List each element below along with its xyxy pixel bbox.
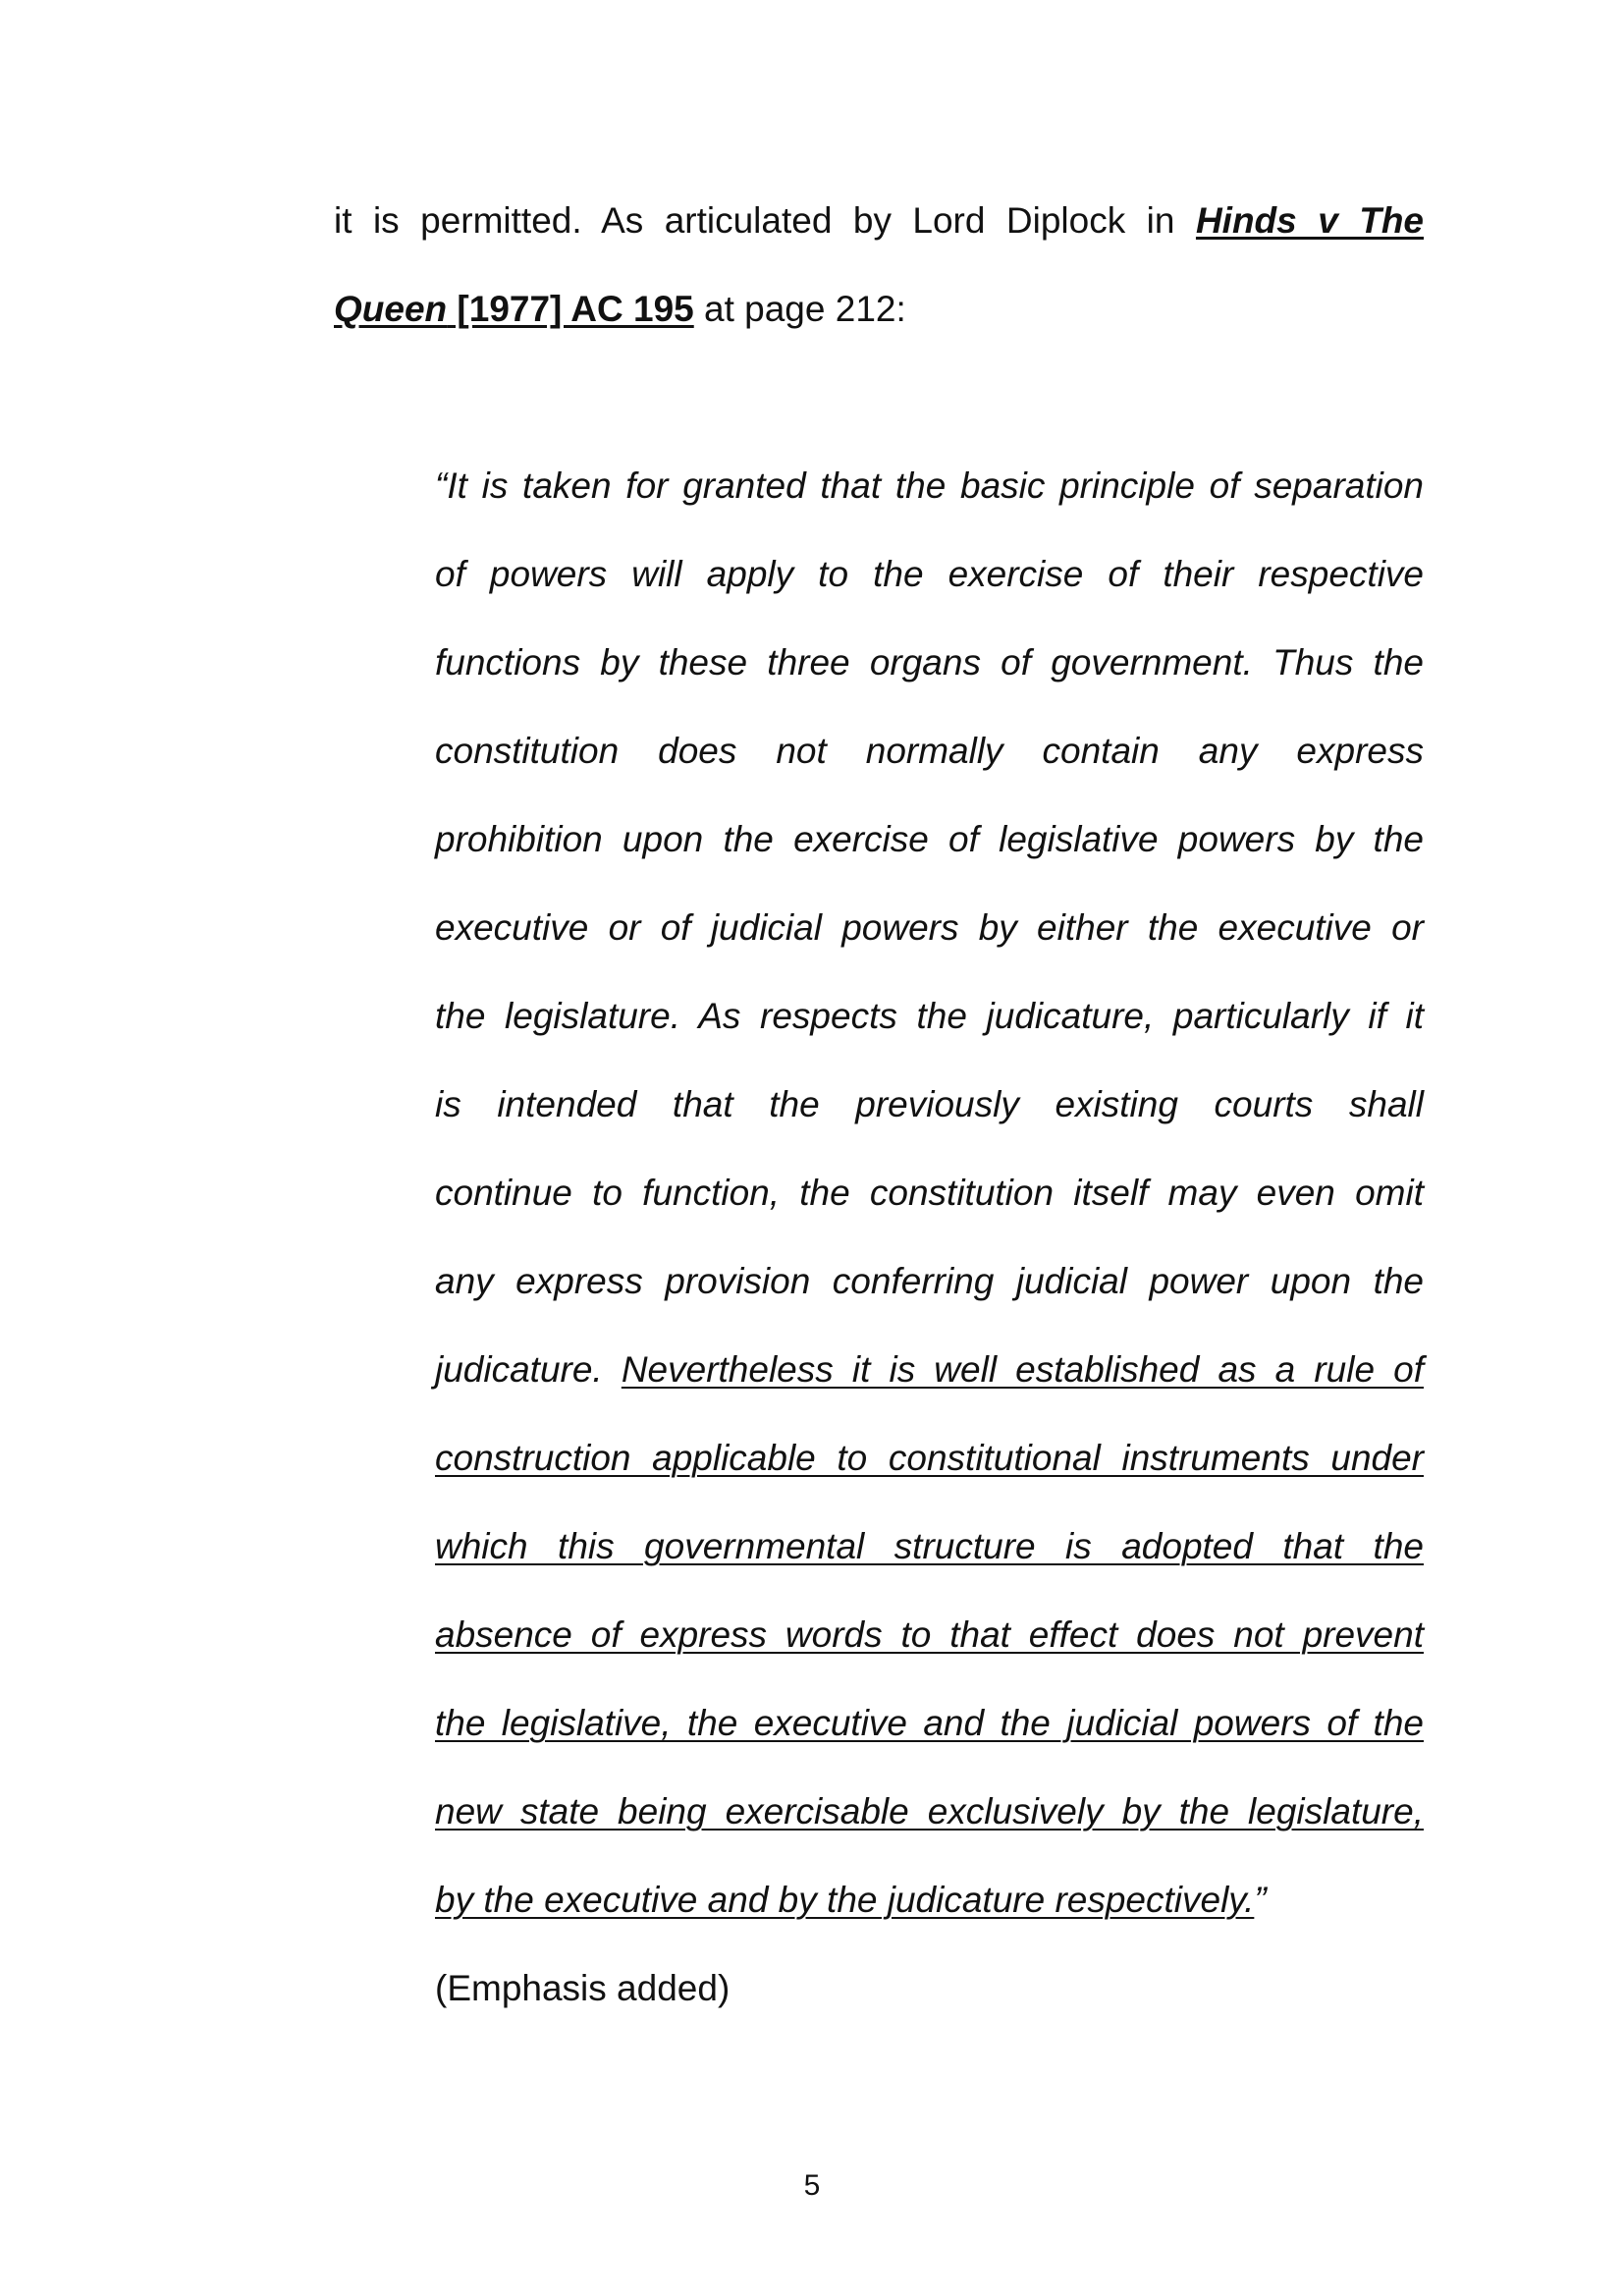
quote-line: of powers will apply to the exercise of their respective [435, 554, 1424, 594]
emphasized-text: which this governmental structure is adopted that the [435, 1526, 1424, 1566]
quote-last-line [435, 1879, 1424, 1922]
case-name-part1: Hinds v The [1195, 200, 1425, 241]
quote-line: constitution does not normally contain any express [435, 731, 1424, 771]
intro-line-1 [334, 199, 1424, 243]
intro-suffix: at page 212: [693, 289, 906, 329]
quote-line: any express provision conferring judicial power upon the [435, 1261, 1424, 1301]
quote-line: “It is taken for granted that the basic principle of separation [435, 465, 1424, 506]
quote-line: the legislature. As respects the judicature, particularly if it [435, 996, 1424, 1036]
quote-line-emphasis-start [435, 1348, 1424, 1392]
quote-text: judicature. [435, 1349, 622, 1390]
closing-quote-mark: ” [1254, 1880, 1267, 1920]
emphasized-text: absence of express words to that effect does not prevent [435, 1614, 1424, 1655]
intro-text: it is permitted. As articulated by Lord Diplock in [334, 200, 1196, 241]
quote-line: functions by these three organs of government. Thus the [435, 642, 1424, 683]
quote-line-emphasized [435, 1613, 1424, 1657]
case-name-part2: Queen [334, 289, 448, 329]
quote-line-emphasized [435, 1525, 1424, 1568]
quote-line: is intended that the previously existing courts shall [435, 1084, 1424, 1124]
emphasized-text: new state being exercisable exclusively by the legislature, [435, 1791, 1424, 1831]
emphasis-note: (Emphasis added) [435, 1968, 731, 2008]
quote-line: prohibition upon the exercise of legislative powers by the [435, 819, 1424, 859]
quote-line: continue to function, the constitution itself may even omit [435, 1173, 1424, 1213]
emphasized-text: construction applicable to constitutional instruments under [435, 1438, 1424, 1478]
emphasized-text: by the executive and by the judicature respectively. [435, 1880, 1255, 1920]
quote-line: executive or of judicial powers by either the executive or [435, 907, 1424, 948]
quote-line-emphasized [435, 1790, 1424, 1833]
emphasized-text: the legislative, the executive and the judicial powers of the [435, 1703, 1424, 1743]
quote-line-emphasized [435, 1437, 1424, 1480]
intro-line-2 [334, 288, 1424, 331]
quote-line-emphasized [435, 1702, 1424, 1745]
page-number: 5 [803, 2169, 821, 2202]
emphasized-text: Nevertheless it is well established as a rule of [621, 1349, 1424, 1390]
case-citation: [1977] AC 195 [447, 289, 694, 329]
